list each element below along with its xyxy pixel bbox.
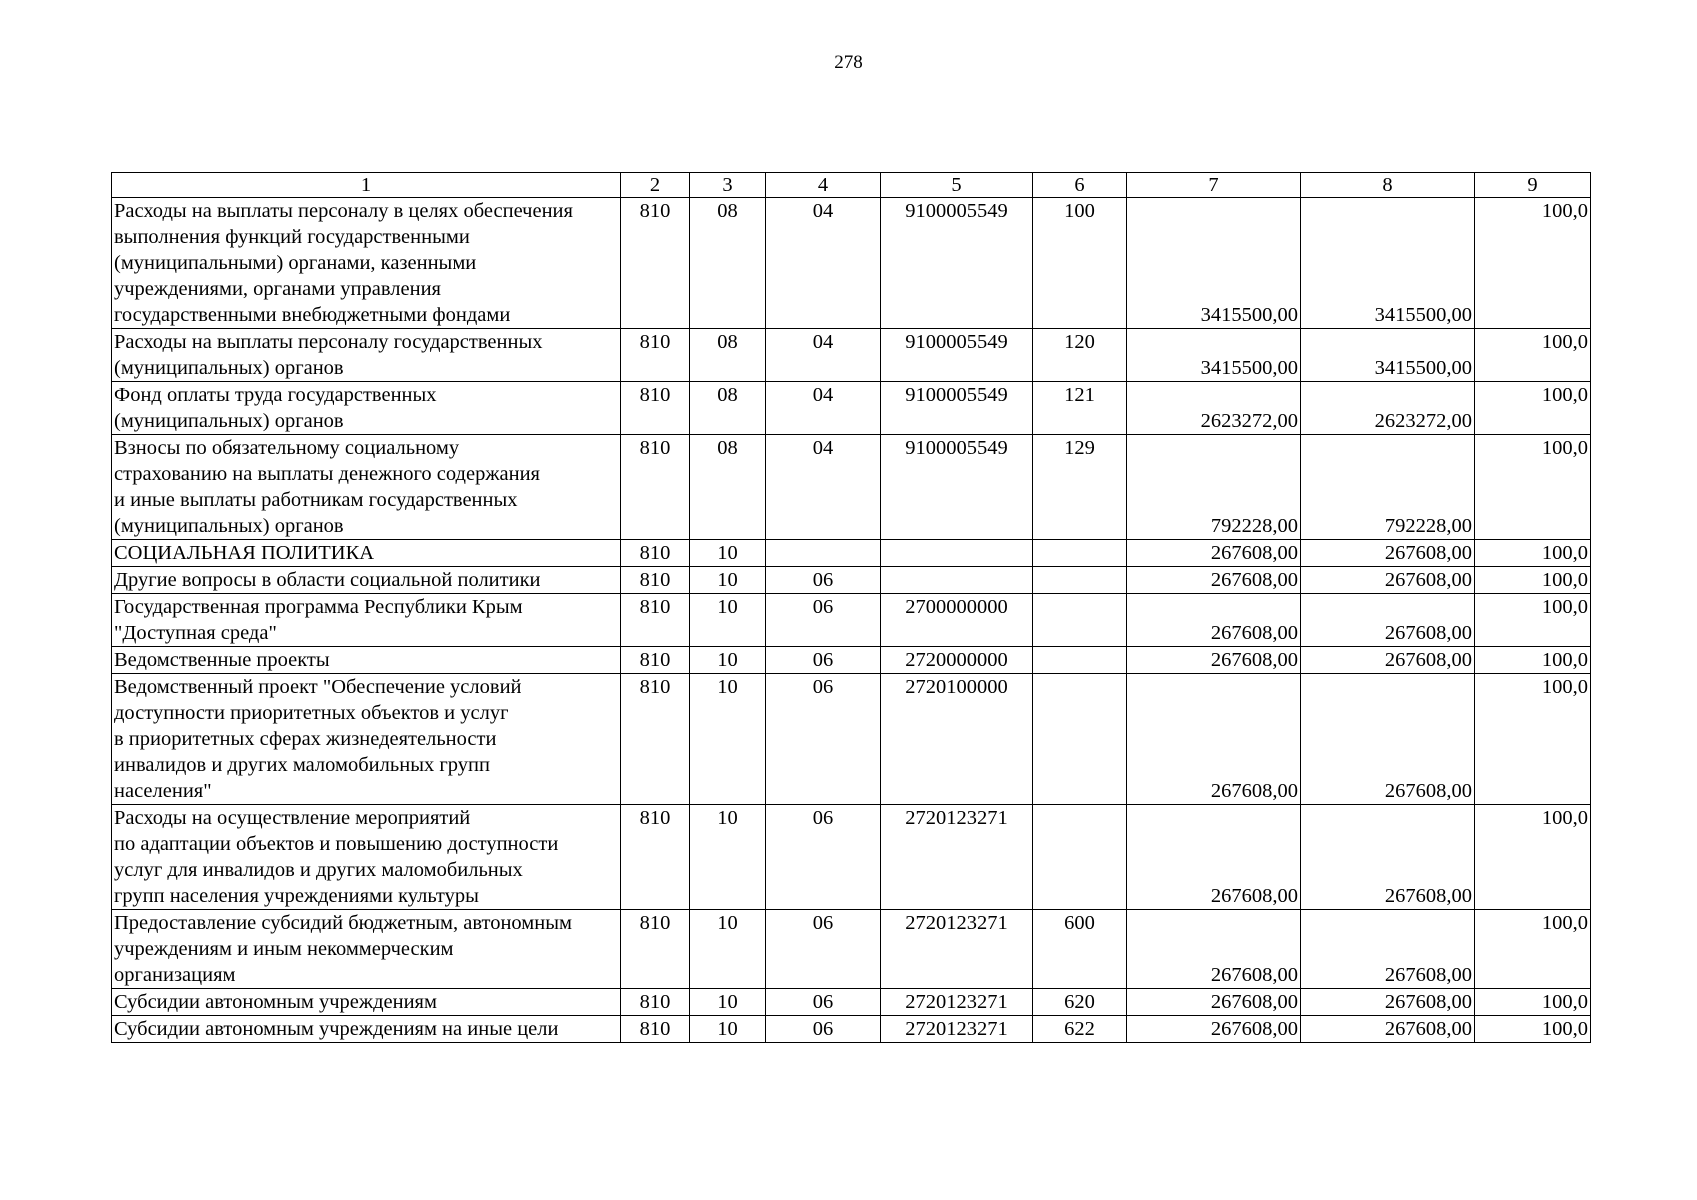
subsection-cell: 06 bbox=[766, 647, 881, 674]
column-header: 9 bbox=[1475, 173, 1591, 198]
target-article-cell bbox=[881, 540, 1033, 567]
percent-cell: 100,0 bbox=[1475, 382, 1591, 435]
section-cell: 10 bbox=[690, 567, 766, 594]
expense-type-cell: 622 bbox=[1033, 1016, 1127, 1043]
column-header: 4 bbox=[766, 173, 881, 198]
expense-type-cell: 129 bbox=[1033, 435, 1127, 540]
table-row bbox=[112, 435, 1591, 540]
percent-cell: 100,0 bbox=[1475, 910, 1591, 989]
subsection-cell: 06 bbox=[766, 805, 881, 910]
amount-cell: 2623272,00 bbox=[1301, 382, 1475, 435]
target-article-cell: 2700000000 bbox=[881, 594, 1033, 647]
row-name-cell: Ведомственные проекты bbox=[112, 647, 621, 674]
row-name-cell: Взносы по обязательному социальному страхованию на выплаты денежного содержания и иные выплаты работникам государственных (муниципальных) органов bbox=[112, 435, 621, 540]
code-cell: 810 bbox=[621, 198, 690, 329]
percent-cell: 100,0 bbox=[1475, 540, 1591, 567]
subsection-cell: 04 bbox=[766, 435, 881, 540]
subsection-cell: 06 bbox=[766, 1016, 881, 1043]
code-cell: 810 bbox=[621, 805, 690, 910]
amount-cell: 267608,00 bbox=[1127, 647, 1301, 674]
table-row bbox=[112, 910, 1591, 989]
table-row bbox=[112, 1016, 1591, 1043]
percent-cell: 100,0 bbox=[1475, 1016, 1591, 1043]
section-cell: 08 bbox=[690, 329, 766, 382]
subsection-cell: 06 bbox=[766, 594, 881, 647]
percent-cell: 100,0 bbox=[1475, 805, 1591, 910]
percent-cell: 100,0 bbox=[1475, 567, 1591, 594]
amount-cell: 267608,00 bbox=[1301, 674, 1475, 805]
code-cell: 810 bbox=[621, 910, 690, 989]
table-body bbox=[112, 173, 1591, 1043]
target-article-cell: 2720123271 bbox=[881, 805, 1033, 910]
target-article-cell: 2720000000 bbox=[881, 647, 1033, 674]
target-article-cell: 9100005549 bbox=[881, 198, 1033, 329]
amount-cell: 3415500,00 bbox=[1127, 329, 1301, 382]
amount-cell: 792228,00 bbox=[1301, 435, 1475, 540]
expense-type-cell: 100 bbox=[1033, 198, 1127, 329]
amount-cell: 2623272,00 bbox=[1127, 382, 1301, 435]
column-header: 1 bbox=[112, 173, 621, 198]
subsection-cell: 06 bbox=[766, 567, 881, 594]
section-cell: 10 bbox=[690, 805, 766, 910]
target-article-cell: 9100005549 bbox=[881, 382, 1033, 435]
amount-cell: 3415500,00 bbox=[1127, 198, 1301, 329]
row-name-cell: Расходы на выплаты персоналу государственных (муниципальных) органов bbox=[112, 329, 621, 382]
code-cell: 810 bbox=[621, 540, 690, 567]
subsection-cell: 04 bbox=[766, 329, 881, 382]
code-cell: 810 bbox=[621, 382, 690, 435]
target-article-cell: 2720123271 bbox=[881, 989, 1033, 1016]
section-cell: 08 bbox=[690, 198, 766, 329]
amount-cell: 267608,00 bbox=[1127, 594, 1301, 647]
table-row bbox=[112, 805, 1591, 910]
amount-cell: 267608,00 bbox=[1127, 989, 1301, 1016]
code-cell: 810 bbox=[621, 329, 690, 382]
page-number: 278 bbox=[834, 52, 863, 73]
percent-cell: 100,0 bbox=[1475, 329, 1591, 382]
expense-type-cell: 120 bbox=[1033, 329, 1127, 382]
expense-type-cell bbox=[1033, 540, 1127, 567]
column-header: 8 bbox=[1301, 173, 1475, 198]
row-name-cell: Субсидии автономным учреждениям на иные цели bbox=[112, 1016, 621, 1043]
row-name-cell: Субсидии автономным учреждениям bbox=[112, 989, 621, 1016]
expense-type-cell bbox=[1033, 567, 1127, 594]
target-article-cell: 9100005549 bbox=[881, 435, 1033, 540]
amount-cell: 267608,00 bbox=[1301, 647, 1475, 674]
code-cell: 810 bbox=[621, 989, 690, 1016]
row-name-cell: СОЦИАЛЬНАЯ ПОЛИТИКА bbox=[112, 540, 621, 567]
expense-type-cell: 121 bbox=[1033, 382, 1127, 435]
code-cell: 810 bbox=[621, 647, 690, 674]
table-row bbox=[112, 540, 1591, 567]
section-cell: 10 bbox=[690, 647, 766, 674]
column-header: 5 bbox=[881, 173, 1033, 198]
code-cell: 810 bbox=[621, 594, 690, 647]
amount-cell: 267608,00 bbox=[1127, 910, 1301, 989]
target-article-cell: 2720123271 bbox=[881, 910, 1033, 989]
amount-cell: 267608,00 bbox=[1127, 540, 1301, 567]
percent-cell: 100,0 bbox=[1475, 198, 1591, 329]
row-name-cell: Другие вопросы в области социальной политики bbox=[112, 567, 621, 594]
amount-cell: 267608,00 bbox=[1127, 674, 1301, 805]
amount-cell: 267608,00 bbox=[1301, 594, 1475, 647]
percent-cell: 100,0 bbox=[1475, 594, 1591, 647]
column-header: 3 bbox=[690, 173, 766, 198]
table-header-row bbox=[112, 173, 1591, 198]
subsection-cell: 06 bbox=[766, 910, 881, 989]
budget-table bbox=[111, 172, 1591, 1043]
percent-cell: 100,0 bbox=[1475, 674, 1591, 805]
table-row bbox=[112, 989, 1591, 1016]
amount-cell: 3415500,00 bbox=[1301, 329, 1475, 382]
section-cell: 10 bbox=[690, 674, 766, 805]
amount-cell: 267608,00 bbox=[1127, 567, 1301, 594]
amount-cell: 267608,00 bbox=[1301, 805, 1475, 910]
section-cell: 10 bbox=[690, 910, 766, 989]
table-row bbox=[112, 674, 1591, 805]
amount-cell: 267608,00 bbox=[1301, 910, 1475, 989]
amount-cell: 3415500,00 bbox=[1301, 198, 1475, 329]
percent-cell: 100,0 bbox=[1475, 989, 1591, 1016]
code-cell: 810 bbox=[621, 674, 690, 805]
subsection-cell: 06 bbox=[766, 989, 881, 1016]
section-cell: 10 bbox=[690, 1016, 766, 1043]
row-name-cell: Ведомственный проект "Обеспечение условий доступности приоритетных объектов и услуг в приоритетных сферах жизнедеятельности инвалидов и других маломобильных групп населения" bbox=[112, 674, 621, 805]
expense-type-cell bbox=[1033, 805, 1127, 910]
target-article-cell: 2720100000 bbox=[881, 674, 1033, 805]
row-name-cell: Предоставление субсидий бюджетным, автономным учреждениям и иным некоммерческим организациям bbox=[112, 910, 621, 989]
table-row bbox=[112, 567, 1591, 594]
section-cell: 10 bbox=[690, 540, 766, 567]
target-article-cell: 2720123271 bbox=[881, 1016, 1033, 1043]
amount-cell: 267608,00 bbox=[1301, 540, 1475, 567]
row-name-cell: Расходы на осуществление мероприятий по адаптации объектов и повышению доступности услуг для инвалидов и других маломобильных групп населения учреждениями культуры bbox=[112, 805, 621, 910]
amount-cell: 267608,00 bbox=[1127, 1016, 1301, 1043]
code-cell: 810 bbox=[621, 1016, 690, 1043]
row-name-cell: Государственная программа Республики Крым "Доступная среда" bbox=[112, 594, 621, 647]
column-header: 7 bbox=[1127, 173, 1301, 198]
amount-cell: 267608,00 bbox=[1127, 805, 1301, 910]
row-name-cell: Расходы на выплаты персоналу в целях обеспечения выполнения функций государственными (муниципальными) органами, казенными учреждениями, органами управления государственными внебюджетными фондами bbox=[112, 198, 621, 329]
code-cell: 810 bbox=[621, 435, 690, 540]
target-article-cell: 9100005549 bbox=[881, 329, 1033, 382]
section-cell: 10 bbox=[690, 594, 766, 647]
table-row bbox=[112, 329, 1591, 382]
expense-type-cell bbox=[1033, 594, 1127, 647]
expense-type-cell bbox=[1033, 647, 1127, 674]
subsection-cell: 04 bbox=[766, 198, 881, 329]
table-row bbox=[112, 594, 1591, 647]
target-article-cell bbox=[881, 567, 1033, 594]
code-cell: 810 bbox=[621, 567, 690, 594]
table-row bbox=[112, 647, 1591, 674]
section-cell: 08 bbox=[690, 382, 766, 435]
expense-type-cell: 620 bbox=[1033, 989, 1127, 1016]
amount-cell: 267608,00 bbox=[1301, 567, 1475, 594]
table-row bbox=[112, 382, 1591, 435]
table-row bbox=[112, 198, 1591, 329]
column-header: 2 bbox=[621, 173, 690, 198]
percent-cell: 100,0 bbox=[1475, 647, 1591, 674]
column-header: 6 bbox=[1033, 173, 1127, 198]
amount-cell: 267608,00 bbox=[1301, 1016, 1475, 1043]
subsection-cell: 06 bbox=[766, 674, 881, 805]
amount-cell: 792228,00 bbox=[1127, 435, 1301, 540]
amount-cell: 267608,00 bbox=[1301, 989, 1475, 1016]
row-name-cell: Фонд оплаты труда государственных (муниципальных) органов bbox=[112, 382, 621, 435]
section-cell: 10 bbox=[690, 989, 766, 1016]
expense-type-cell bbox=[1033, 674, 1127, 805]
subsection-cell bbox=[766, 540, 881, 567]
expense-type-cell: 600 bbox=[1033, 910, 1127, 989]
section-cell: 08 bbox=[690, 435, 766, 540]
subsection-cell: 04 bbox=[766, 382, 881, 435]
percent-cell: 100,0 bbox=[1475, 435, 1591, 540]
